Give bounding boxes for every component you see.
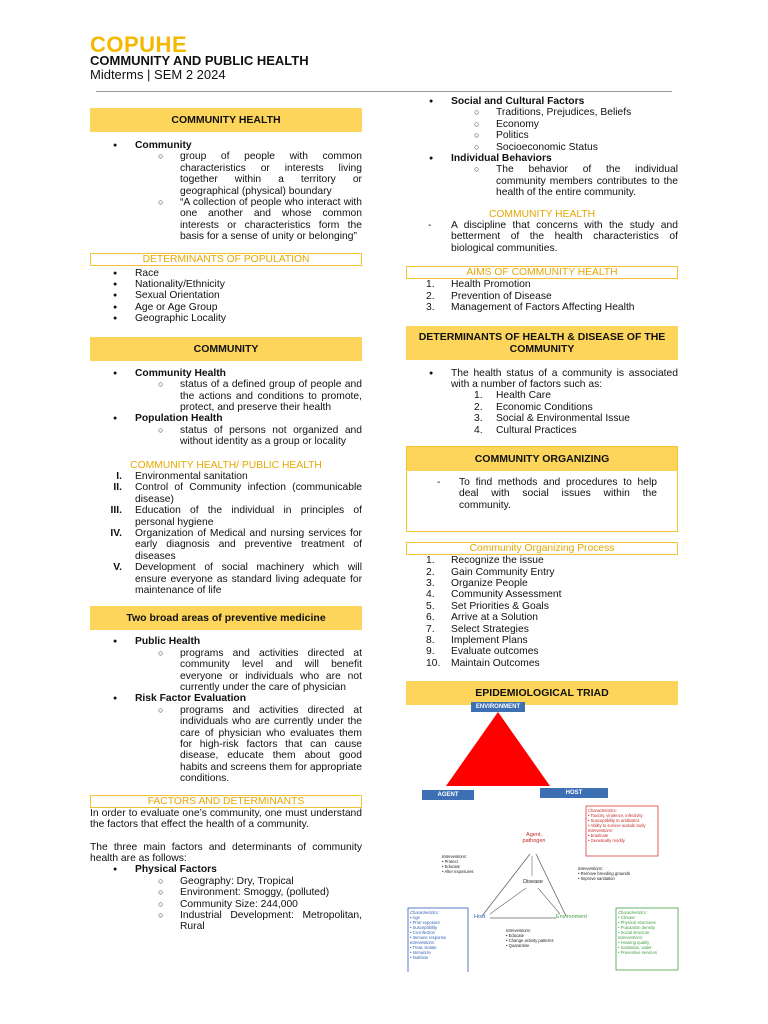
section-header-community-organizing: COMMUNITY ORGANIZING — [407, 447, 677, 471]
public-health-def: ○ programs and activities directed at community level and will benefit everyone or individuals who are not currently under the care of physician — [90, 648, 362, 694]
right-interventions: Interventions: • Remove breeding grounds • Improve sanitation — [578, 866, 630, 881]
section-header-aims: AIMS OF COMMUNITY HEALTH — [406, 266, 678, 279]
determinant-health-item: 3. Social & Environmental Issue — [474, 413, 630, 425]
section-header-community-health: COMMUNITY HEALTH — [90, 108, 362, 132]
document-subtitle: Midterms | SEM 2 2024 — [90, 67, 226, 82]
disease-host-edge — [490, 888, 526, 914]
process-step: 5. Set Priorities & Goals — [426, 600, 549, 612]
environment-characteristics: Characteristics: • Climate • Physical structures • Population density • Social structure Interventions: • Housing quality • Sanitation, water • Preventive services — [618, 910, 657, 955]
physical-factor-item: ○ Environment: Smoggy, (polluted) — [90, 887, 362, 898]
triad-environment-label: ENVIRONMENT — [471, 702, 525, 712]
public-health-item: IV. Organization of Medical and nursing services for early diagnosis and preventive treatment of diseases — [110, 527, 362, 562]
triad-triangle-svg — [406, 700, 678, 800]
risk-factor-label: ● Risk Factor Evaluation — [90, 693, 362, 704]
triad-figure — [406, 700, 678, 800]
agent-node-label: Agent, pathogen — [522, 832, 546, 844]
risk-factor-def: ○ programs and activities directed at individuals who are currently under the care of physician who evaluates them for high-risk factors that can cause disease, educate them about good habits and screens them for appropriate conditions. — [90, 705, 362, 785]
community-def-2: ○ “A collection of people who interact with one another and whose common interests or characteristics form the basis for a sense of unity or belonging” — [90, 197, 362, 243]
social-factors-label: ● Social and Cultural Factors — [406, 96, 678, 107]
physical-factors-label: ● Physical Factors — [90, 864, 362, 875]
physical-factor-item: ○ Geography: Dry, Tropical — [90, 876, 362, 887]
population-health-def: ○ status of persons not organized and without identity as a group or locality — [90, 425, 362, 448]
triad-triangle — [446, 712, 550, 786]
section-header-determinants-population: DETERMINANTS OF POPULATION — [90, 253, 362, 266]
social-factor-item: ○ Socioeconomic Status — [406, 142, 678, 153]
community-def-1: ○ group of people with common characteristics or interests living together within a territory or geographical (physical) boundary — [90, 151, 362, 197]
determinants-intro: ● The health status of a community is associated with a number of factors such as: — [406, 368, 678, 391]
community-organizing-def: - To find methods and procedures to help deal with social issues within the community. — [437, 476, 657, 511]
agent-characteristics: Characteristics: • Toxicity, virulence, infectivity • Susceptibility to antibiotics • Ability to survive outside body Interventions: • Eradicate • Genetically modify — [588, 808, 646, 843]
aim-item: 2. Prevention of Disease — [426, 290, 552, 302]
determinant-health-item: 4. Cultural Practices — [474, 424, 577, 436]
public-health-item: II. Control of Community infection (communicable disease) — [113, 482, 362, 505]
process-step: 2. Gain Community Entry — [426, 566, 555, 578]
host-node-label: Host — [474, 914, 486, 920]
right-column — [406, 96, 678, 705]
public-health-label: ● Public Health — [90, 636, 362, 647]
process-step: 4. Community Assessment — [426, 589, 562, 601]
determinant-item: ● Race — [90, 268, 362, 279]
environment-node-label: Environment — [556, 914, 587, 920]
document-title: COMMUNITY AND PUBLIC HEALTH — [90, 53, 309, 68]
section-header-epidemiological-triad: EPIDEMIOLOGICAL TRIAD — [406, 681, 678, 705]
triad-detail-diagram — [406, 804, 682, 972]
header-divider — [96, 91, 672, 92]
community-health-label: ● Community Health — [90, 368, 362, 379]
section-title-community-health: COMMUNITY HEALTH — [488, 208, 596, 220]
public-health-item: I. Environmental sanitation — [116, 470, 248, 482]
determinant-health-item: 1. Health Care — [474, 390, 551, 402]
aim-item: 3. Management of Factors Affecting Health — [426, 302, 635, 314]
social-factor-item: ○ Traditions, Prejudices, Beliefs — [406, 107, 678, 118]
social-factor-item: ○ Politics — [406, 130, 678, 141]
community-health-def: - A discipline that concerns with the study and betterment of the health characteristics of biological communities. — [428, 220, 678, 254]
determinant-item: ● Nationality/Ethnicity — [90, 279, 362, 290]
community-organizing-box — [406, 446, 678, 532]
population-health-label: ● Population Health — [90, 413, 362, 424]
community-health-def: ○ status of a defined group of people and the actions and conditions to promote, protect, and preserve their health — [90, 379, 362, 413]
brand-title: COPUHE — [90, 32, 188, 57]
host-characteristics: Characteristics: • Age • Prior exposure • Susceptibility • Co-infection • Immune response Interventions: • Treat, isolate • Immunize • Nutrition — [410, 910, 447, 960]
determinant-health-item: 2. Economic Conditions — [474, 401, 593, 413]
process-step: 9. Evaluate outcomes — [426, 646, 539, 658]
process-step: 1. Recognize the issue — [426, 555, 544, 567]
process-step: 7. Select Strategies — [426, 623, 529, 635]
left-interventions: Interventions: • Protect • Educate • Alter exposures — [442, 854, 474, 874]
section-title-public-health: COMMUNITY HEALTH/ PUBLIC HEALTH — [130, 459, 322, 471]
agent-env-edge — [536, 854, 566, 916]
section-header-determinants-health: DETERMINANTS OF HEALTH & DISEASE OF THE COMMUNITY — [406, 326, 678, 360]
factors-intro-2: The three main factors and determinants of community health are as follows: — [90, 841, 362, 864]
section-header-preventive-medicine: Two broad areas of preventive medicine — [90, 606, 362, 630]
disease-env-edge — [538, 888, 560, 914]
triad-agent-label: AGENT — [422, 790, 474, 800]
section-header-community: COMMUNITY — [90, 337, 362, 361]
bottom-interventions: Interventions: • Educate • Change activity patterns • Quarantine — [506, 928, 554, 948]
aim-item: 1. Health Promotion — [426, 279, 531, 291]
triad-host-label: HOST — [540, 788, 608, 798]
left-column — [90, 108, 362, 933]
individual-behaviors-def: ○ The behavior of the individual community members contributes to the health of the entire community. — [406, 164, 678, 198]
disease-node-label: Disease — [523, 879, 543, 885]
process-step: 3. Organize People — [426, 577, 528, 589]
public-health-item: V. Development of social machinery which will ensure everyone as standard living adequate for maintenance of life — [113, 562, 362, 596]
section-header-factors: FACTORS AND DETERMINANTS — [90, 795, 362, 808]
process-step: 6. Arrive at a Solution — [426, 612, 538, 624]
section-header-organizing-process: Community Organizing Process — [406, 542, 678, 555]
determinant-item: ● Sexual Orientation — [90, 290, 362, 301]
physical-factor-item: ○ Industrial Development: Metropolitan, Rural — [90, 910, 362, 933]
public-health-item: III. Education of the individual in principles of personal hygiene — [110, 505, 362, 528]
process-step: 10. Maintain Outcomes — [426, 657, 540, 669]
community-label: ● Community — [90, 140, 362, 151]
process-step: 8. Implement Plans — [426, 635, 528, 646]
determinant-item: ● Age or Age Group — [90, 302, 362, 313]
determinant-item: ● Geographic Locality — [90, 313, 362, 324]
factors-intro: In order to evaluate one’s community, one must understand the factors that effect the health of a community. — [90, 807, 362, 831]
physical-factor-item: ○ Community Size: 244,000 — [90, 899, 362, 910]
social-factor-item: ○ Economy — [406, 119, 678, 130]
individual-behaviors-label: ● Individual Behaviors — [406, 153, 678, 164]
